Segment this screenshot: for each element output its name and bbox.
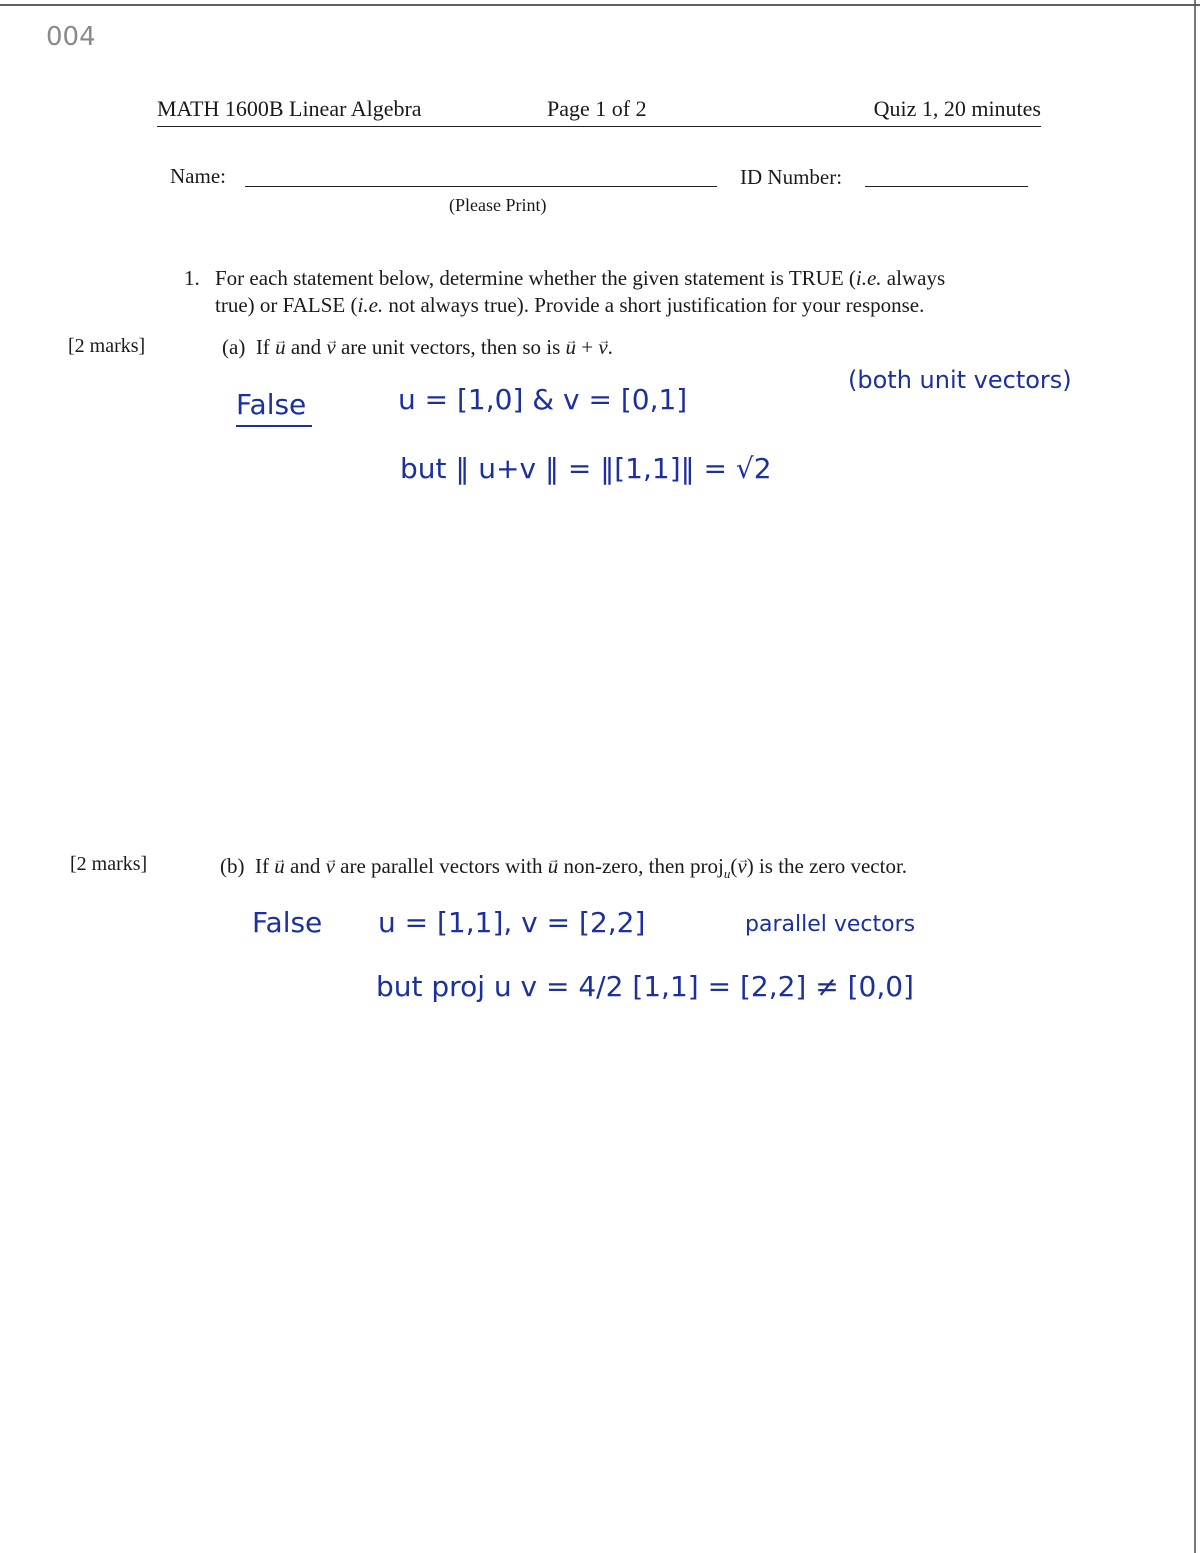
part-b-note: parallel vectors [745, 912, 916, 937]
vector-v: → v [737, 854, 746, 878]
id-number-field[interactable] [865, 186, 1028, 187]
scan-edge-right [1194, 0, 1196, 1553]
quiz-info: Quiz 1, 20 minutes [873, 96, 1041, 121]
name-label: Name: [170, 164, 226, 188]
vector-u: → u [566, 335, 577, 359]
id-number-label: ID Number: [740, 165, 843, 189]
part-b-counterexample: u = [1,1], v = [2,2] [378, 906, 646, 939]
part-a-counterexample: u = [1,0] & v = [0,1] [398, 383, 688, 416]
intro-text: always [881, 266, 946, 290]
statement-text: non-zero, then proj [563, 854, 724, 878]
statement-text: If [255, 335, 270, 359]
paren: ( [730, 854, 738, 878]
handwritten-page-number: 004 [46, 22, 96, 52]
proj-subscript: u [723, 866, 731, 882]
vector-v: → v [598, 335, 607, 359]
name-field[interactable] [245, 186, 717, 187]
part-a-note: (both unit vectors) [848, 366, 1072, 394]
part-a-label: (a) [222, 335, 246, 359]
plus-sign: + [581, 335, 594, 359]
part-b-justification: but proj u v = 4/2 [1,1] = [2,2] ≠ [0,0] [376, 970, 914, 1003]
statement-text: and [290, 335, 322, 359]
vector-u: → u [548, 854, 559, 878]
paren: ) [746, 854, 754, 878]
part-a-statement [222, 333, 613, 361]
part-a-verdict: False [236, 388, 307, 421]
verdict-underline [236, 425, 312, 427]
vector-u: → u [274, 854, 285, 878]
intro-text: not always true). Provide a short justification for your response. [383, 293, 925, 317]
please-print-note: (Please Print) [449, 195, 547, 215]
vector-v: → v [326, 335, 335, 359]
statement-text: and [290, 854, 321, 878]
question-number: 1. [184, 266, 200, 290]
intro-text: true) or FALSE ( [215, 293, 358, 317]
ie-abbrev: i.e. [855, 266, 882, 290]
course-title: MATH 1600B Linear Algebra [157, 96, 422, 121]
ie-abbrev: i.e. [357, 293, 384, 317]
statement-text: If [255, 854, 269, 878]
vector-u: → u [275, 335, 286, 359]
statement-text: is the zero vector. [758, 854, 908, 878]
statement-text: are parallel vectors with [340, 854, 543, 878]
part-b-verdict: False [252, 906, 323, 939]
scan-edge-top [0, 4, 1200, 6]
question-intro-line1 [215, 264, 945, 292]
quiz-header [157, 92, 1041, 127]
part-b-label: (b) [220, 854, 245, 878]
part-a-marks: [2 marks] [68, 335, 146, 357]
statement-text: are unit vectors, then so is [340, 335, 561, 359]
question-intro-line2 [215, 291, 924, 319]
part-b-marks: [2 marks] [70, 853, 148, 875]
period: . [607, 335, 613, 359]
vector-v: → v [326, 854, 335, 878]
part-a-justification: but ‖ u+v ‖ = ‖[1,1]‖ = √2 [400, 452, 772, 485]
page-indicator: Page 1 of 2 [547, 96, 647, 121]
intro-text: For each statement below, determine whether the given statement is TRUE ( [215, 266, 856, 290]
part-b-statement [220, 852, 907, 888]
